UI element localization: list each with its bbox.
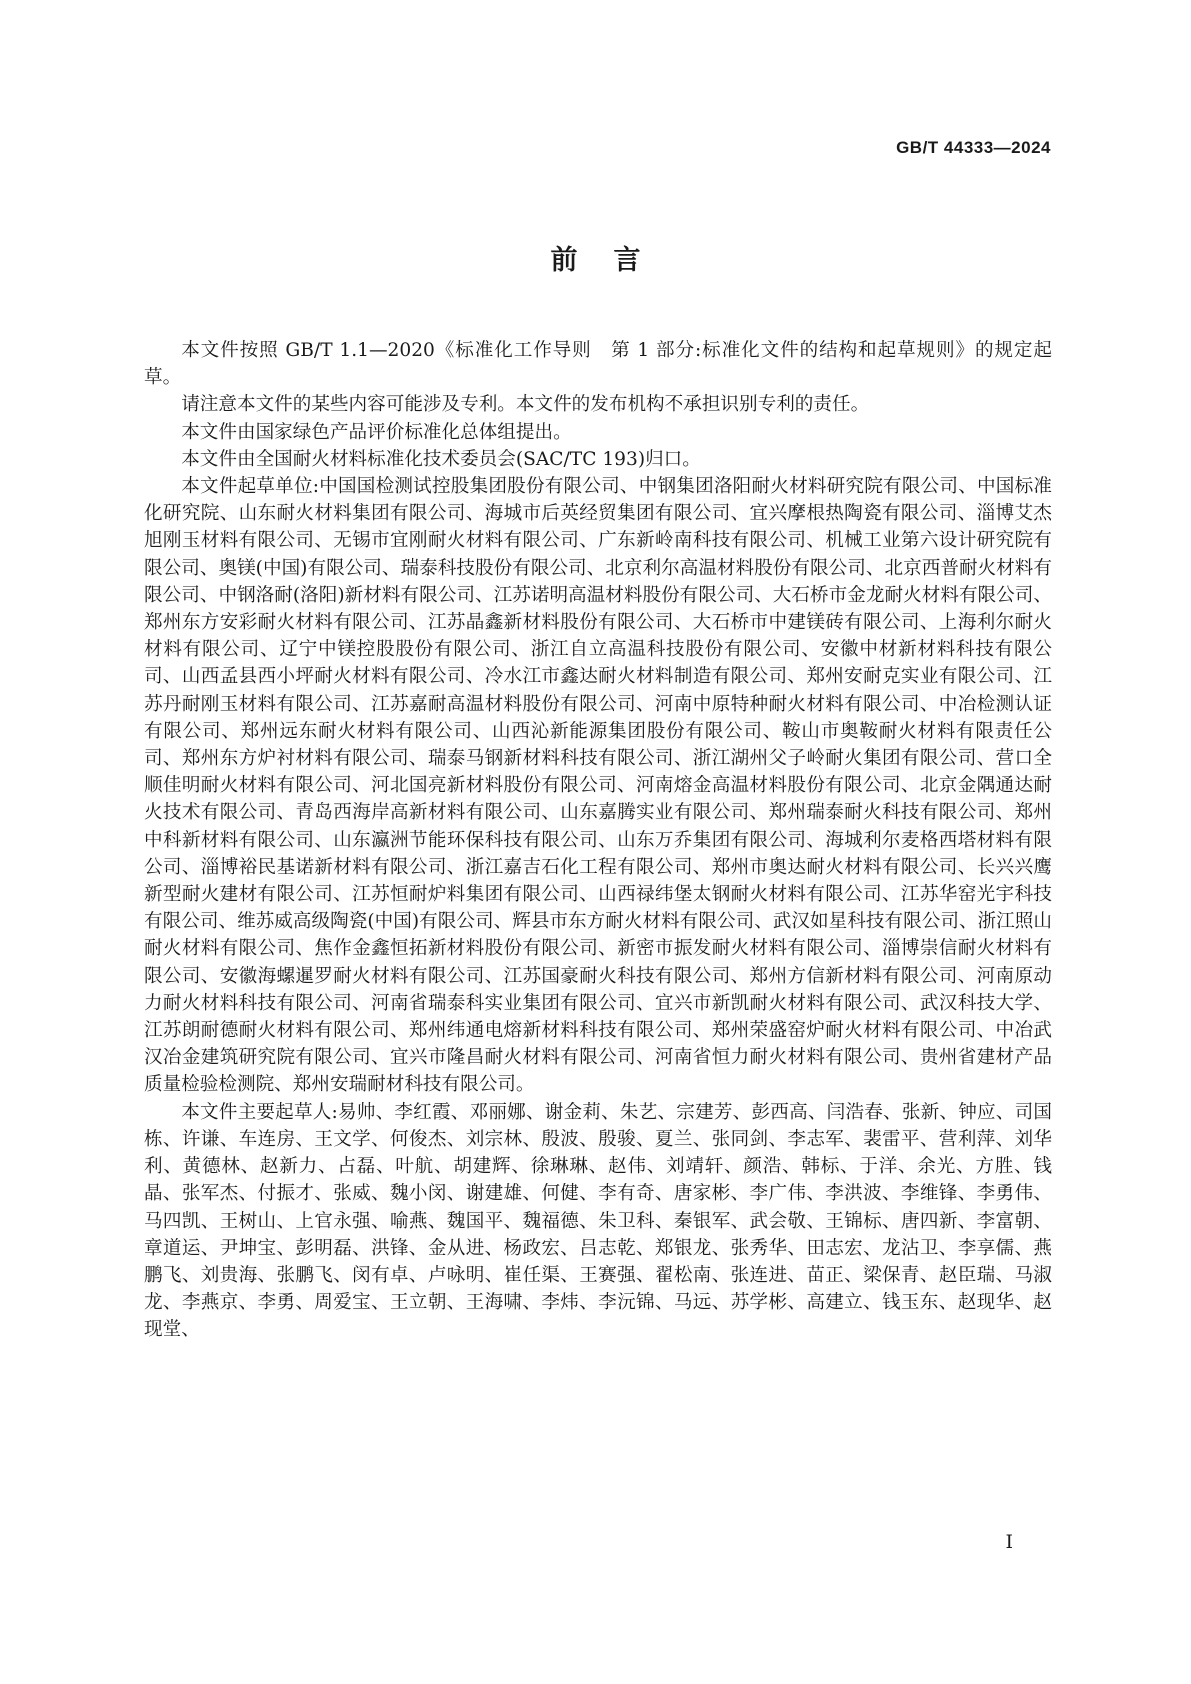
- paragraph-drafting-rules: 本文件按照 GB/T 1.1—2020《标准化工作导则 第 1 部分:标准化文件的结构和起草规则》的规定起草。: [144, 340, 1052, 389]
- page-number: I: [1005, 1531, 1013, 1553]
- paragraph-patent-notice: 请注意本文件的某些内容可能涉及专利。本文件的发布机构不承担识别专利的责任。: [181, 394, 870, 416]
- paragraph-proposer: 本文件由国家绿色产品评价标准化总体组提出。: [181, 421, 572, 443]
- standard-number: GB/T 44333—2024: [896, 138, 1051, 157]
- document-body: [144, 337, 1052, 1344]
- paragraph-administrator: 本文件由全国耐火材料标准化技术委员会(SAC/TC 193)归口。: [181, 448, 701, 470]
- paragraph-drafters: 本文件主要起草人:易帅、李红霞、邓丽娜、谢金莉、朱艺、宗建芳、彭西高、闫浩春、张新、钟应、司国栋、许谦、车连房、王文学、何俊杰、刘宗林、殷波、殷骏、夏兰、张同剑、李志军、裴雷平、营利萍、刘华利、黄德林、赵新力、占磊、叶航、胡建辉、徐琳琳、赵伟、刘靖轩、颜浩、韩标、于洋、余光、方胜、钱晶、张军杰、付振才、张威、魏小闵、谢建雄、何健、李有奇、唐家彬、李广伟、李洪波、李维锋、李勇伟、马四凯、王树山、上官永强、喻燕、魏国平、魏福德、朱卫科、秦银军、武会敬、王锦标、唐四新、李富朝、章道运、尹坤宝、彭明磊、洪锋、金从进、杨政宏、吕志乾、郑银龙、张秀华、田志宏、龙沾卫、李享儒、燕鹏飞、刘贵海、张鹏飞、闵有卓、卢咏明、崔任渠、王赛强、翟松南、张连进、苗正、梁保青、赵臣瑞、马淑龙、李燕京、李勇、周爱宝、王立朝、王海啸、李炜、李沅锦、马远、苏学彬、高建立、钱玉东、赵现华、赵现堂、: [144, 1101, 1052, 1341]
- page-title: 前言: [550, 245, 677, 276]
- paragraph-drafting-units: 本文件起草单位:中国国检测试控股集团股份有限公司、中钢集团洛阳耐火材料研究院有限公司、中国标准化研究院、山东耐火材料集团有限公司、海城市后英经贸集团有限公司、宜兴摩根热陶瓷有限公司、淄博艾杰旭刚玉材料有限公司、无锡市宜刚耐火材料有限公司、广东新岭南科技有限公司、机械工业第六设计研究院有限公司、奥镁(中国)有限公司、瑞泰科技股份有限公司、北京利尔高温材料股份有限公司、北京西普耐火材料有限公司、中钢洛耐(洛阳)新材料有限公司、江苏诺明高温材料股份有限公司、大石桥市金龙耐火材料有限公司、郑州东方安彩耐火材料有限公司、江苏晶鑫新材料股份有限公司、大石桥市中建镁砖有限公司、上海利尔耐火材料有限公司、辽宁中镁控股股份有限公司、浙江自立高温科技股份有限公司、安徽中材新材料科技有限公司、山西孟县西小坪耐火材料有限公司、冷水江市鑫达耐火材料制造有限公司、郑州安耐克实业有限公司、江苏丹耐刚玉材料有限公司、江苏嘉耐高温材料股份有限公司、河南中原特种耐火材料有限公司、中冶检测认证有限公司、郑州远东耐火材料有限公司、山西沁新能源集团股份有限公司、鞍山市奥鞍耐火材料有限责任公司、郑州东方炉衬材料有限公司、瑞泰马钢新材料科技有限公司、浙江湖州父子岭耐火集团有限公司、营口全顺佳明耐火材料有限公司、河北国亮新材料股份有限公司、河南熔金高温材料股份有限公司、北京金隅通达耐火技术有限公司、青岛西海岸高新材料有限公司、山东嘉腾实业有限公司、郑州瑞泰耐火科技有限公司、郑州中科新材料有限公司、山东瀛洲节能环保科技有限公司、山东万乔集团有限公司、海城利尔麦格西塔材料有限公司、淄博裕民基诺新材料有限公司、浙江嘉吉石化工程有限公司、郑州市奥达耐火材料有限公司、长兴兴鹰新型耐火建材有限公司、江苏恒耐炉料集团有限公司、山西禄纬堡太钢耐火材料有限公司、江苏华窑光宇科技有限公司、维苏威高级陶瓷(中国)有限公司、辉县市东方耐火材料有限公司、武汉如星科技有限公司、浙江照山耐火材料有限公司、焦作金鑫恒拓新材料股份有限公司、新密市振发耐火材料有限公司、淄博崇信耐火材料有限公司、安徽海螺暹罗耐火材料有限公司、江苏国豪耐火科技有限公司、郑州方信新材料有限公司、河南原动力耐火材料科技有限公司、河南省瑞泰科实业集团有限公司、宜兴市新凯耐火材料有限公司、武汉科技大学、江苏朗耐德耐火材料有限公司、郑州纬通电熔新材料科技有限公司、郑州荣盛窑炉耐火材料有限公司、中冶武汉冶金建筑研究院有限公司、宜兴市隆昌耐火材料有限公司、河南省恒力耐火材料有限公司、贵州省建材产品质量检验检测院、郑州安瑞耐材科技有限公司。: [144, 476, 1052, 1096]
